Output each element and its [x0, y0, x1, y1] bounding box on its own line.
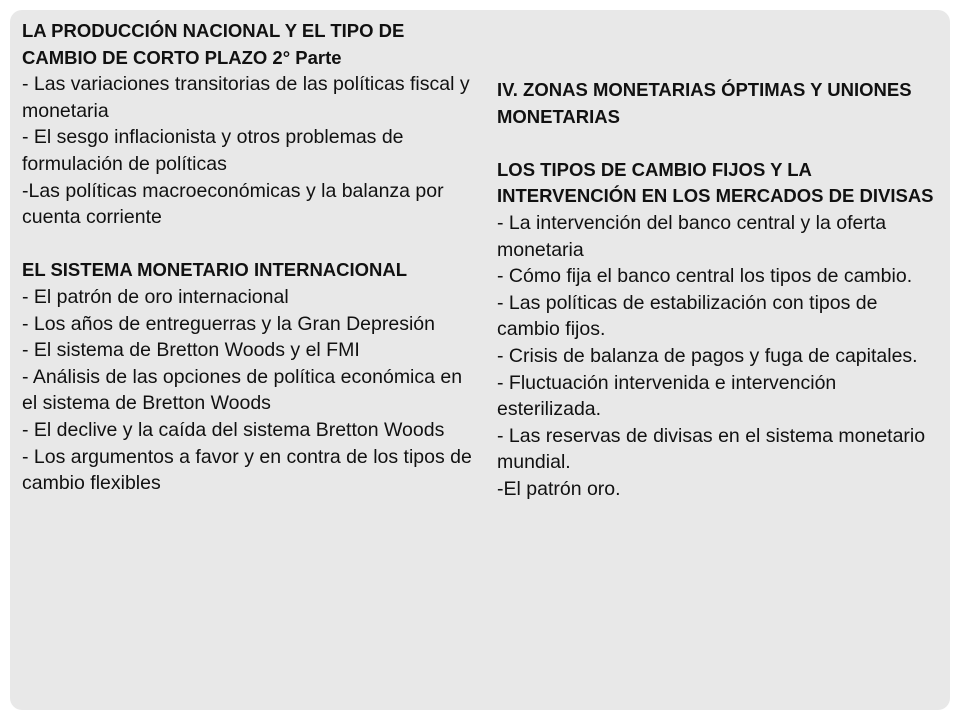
- section-heading-produccion-nacional: LA PRODUCCIÓN NACIONAL Y EL TIPO DE CAMBIO DE CORTO PLAZO 2° Parte: [22, 20, 405, 68]
- right-column: [497, 77, 942, 503]
- list-item: - El sesgo inflacionista y otros problemas de formulación de políticas: [22, 126, 404, 175]
- list-item: -Las políticas macroeconómicas y la balanza por cuenta corriente: [22, 179, 444, 229]
- list-item: - Los argumentos a favor y en contra de los tipos de cambio flexibles: [22, 445, 472, 495]
- left-column: [22, 18, 472, 497]
- section-heading-sistema-monetario: EL SISTEMA MONETARIO INTERNACIONAL: [22, 259, 408, 281]
- list-item: - Análisis de las opciones de política económica en el sistema de Bretton Woods: [22, 365, 463, 415]
- spacer: [497, 130, 942, 157]
- list-item: - Las reservas de divisas en el sistema monetario mundial.: [497, 424, 926, 474]
- list-item: - Cómo fija el banco central los tipos de cambio.: [497, 265, 913, 288]
- list-item: - El declive y la caída del sistema Bretton Woods: [22, 418, 445, 441]
- list-item: - El sistema de Bretton Woods y el FMI: [22, 339, 360, 362]
- section-heading-tipos-de-cambio-fijos: LOS TIPOS DE CAMBIO FIJOS Y LA INTERVENCIÓN EN LOS MERCADOS DE DIVISAS: [497, 158, 934, 207]
- list-item: - Fluctuación intervenida e intervención esterilizada.: [497, 371, 837, 421]
- list-item: - Las políticas de estabilización con tipos de cambio fijos.: [497, 291, 878, 341]
- list-item: -El patrón oro.: [497, 477, 621, 500]
- section-heading-zonas-monetarias: IV. ZONAS MONETARIAS ÓPTIMAS Y UNIONES MONETARIAS: [497, 79, 912, 127]
- spacer: [22, 231, 472, 258]
- list-item: - La intervención del banco central y la oferta monetaria: [497, 211, 887, 261]
- slide: [10, 10, 950, 710]
- list-item: - Crisis de balanza de pagos y fuga de capitales.: [497, 344, 918, 367]
- list-item: - Los años de entreguerras y la Gran Depresión: [22, 312, 435, 335]
- list-item: - Las variaciones transitorias de las políticas fiscal y monetaria: [22, 73, 470, 122]
- list-item: - El patrón de oro internacional: [22, 285, 289, 308]
